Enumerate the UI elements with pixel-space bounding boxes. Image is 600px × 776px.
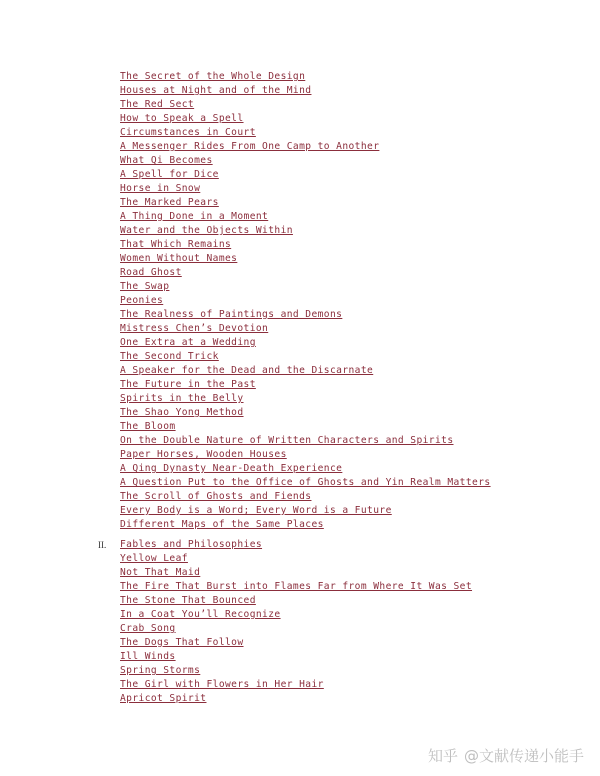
toc-entry: [120, 580, 590, 594]
toc-entry-link[interactable]: Water and the Objects Within: [120, 225, 293, 236]
toc-list-part-two: [120, 552, 590, 706]
toc-entry-link[interactable]: What Qi Becomes: [120, 155, 213, 166]
toc-entry: [120, 224, 590, 238]
toc-entry-link[interactable]: Spirits in the Belly: [120, 393, 244, 404]
toc-entry: [120, 210, 590, 224]
toc-entry-link[interactable]: The Realness of Paintings and Demons: [120, 309, 343, 320]
toc-entry: [120, 664, 590, 678]
toc-entry: [120, 70, 590, 84]
toc-entry: [120, 678, 590, 692]
toc-entry: [120, 692, 590, 706]
toc-entry: [120, 566, 590, 580]
toc-entry-link[interactable]: Crab Song: [120, 623, 176, 634]
toc-entry-link[interactable]: Mistress Chen’s Devotion: [120, 323, 269, 334]
toc-entry-link[interactable]: Houses at Night and of the Mind: [120, 85, 312, 96]
toc-entry-link[interactable]: The Girl with Flowers in Her Hair: [120, 679, 324, 690]
toc-entry-link[interactable]: The Fire That Burst into Flames Far from Where It Was Set: [120, 581, 473, 592]
toc-entry: [120, 504, 590, 518]
toc-entry: [120, 140, 590, 154]
toc-entry: [120, 650, 590, 664]
toc-entry-link[interactable]: A Messenger Rides From One Camp to Another: [120, 141, 380, 152]
toc-entry: [120, 308, 590, 322]
toc-entry: [120, 490, 590, 504]
toc-entry: [120, 350, 590, 364]
toc-entry: [120, 168, 590, 182]
toc-entry-link[interactable]: Paper Horses, Wooden Houses: [120, 449, 287, 460]
toc-entry: [120, 294, 590, 308]
toc-entry: [120, 434, 590, 448]
toc-entry-link[interactable]: A Question Put to the Office of Ghosts and Yin Realm Matters: [120, 477, 491, 488]
toc-entry: [120, 238, 590, 252]
toc-entry: [120, 126, 590, 140]
toc-entry-link[interactable]: Horse in Snow: [120, 183, 201, 194]
section-title-link[interactable]: Fables and Philosophies: [120, 539, 263, 550]
toc-entry-link[interactable]: The Scroll of Ghosts and Fiends: [120, 491, 312, 502]
toc-entry: [120, 378, 590, 392]
toc-entry: [120, 266, 590, 280]
toc-entry: [120, 448, 590, 462]
toc-entry-link[interactable]: The Marked Pears: [120, 197, 219, 208]
watermark: [428, 745, 584, 766]
toc-entry: [120, 420, 590, 434]
toc-entry-link[interactable]: A Thing Done in a Moment: [120, 211, 269, 222]
toc-entry-link[interactable]: The Stone That Bounced: [120, 595, 256, 606]
toc-entry: [120, 594, 590, 608]
toc-entry-link[interactable]: A Qing Dynasty Near-Death Experience: [120, 463, 343, 474]
toc-entry: [120, 462, 590, 476]
toc-entry-link[interactable]: The Second Trick: [120, 351, 219, 362]
toc-entry: [120, 98, 590, 112]
toc-entry: [120, 622, 590, 636]
toc-entry: [120, 518, 590, 532]
toc-entry-link[interactable]: Apricot Spirit: [120, 693, 207, 704]
toc-entry: [120, 154, 590, 168]
toc-entry-link[interactable]: On the Double Nature of Written Characters and Spirits: [120, 435, 454, 446]
toc-entry-link[interactable]: Different Maps of the Same Places: [120, 519, 324, 530]
toc-entry-link[interactable]: The Bloom: [120, 421, 176, 432]
toc-entry-link[interactable]: The Swap: [120, 281, 170, 292]
toc-entry: [120, 364, 590, 378]
toc-entry-link[interactable]: A Speaker for the Dead and the Discarnate: [120, 365, 374, 376]
toc-entry: [120, 406, 590, 420]
toc-entry-link[interactable]: Not That Maid: [120, 567, 201, 578]
toc-entry: [120, 182, 590, 196]
toc-entry-link[interactable]: Spring Storms: [120, 665, 201, 676]
section-number: II.: [98, 540, 107, 550]
toc-entry: [120, 112, 590, 126]
toc-entry-link[interactable]: Ill Winds: [120, 651, 176, 662]
toc-list-part-one: [120, 70, 590, 532]
toc-entry: [120, 252, 590, 266]
toc-entry: [120, 552, 590, 566]
toc-entry: [120, 608, 590, 622]
toc-entry-link[interactable]: The Red Sect: [120, 99, 195, 110]
toc-entry-link[interactable]: The Shao Yong Method: [120, 407, 244, 418]
toc-entry-link[interactable]: Women Without Names: [120, 253, 238, 264]
toc-entry: [120, 322, 590, 336]
zhihu-logo: 知乎: [427, 747, 458, 765]
toc-entry-link[interactable]: One Extra at a Wedding: [120, 337, 256, 348]
toc-entry: [120, 196, 590, 210]
toc-entry-link[interactable]: The Secret of the Whole Design: [120, 71, 306, 82]
toc-entry-link[interactable]: The Dogs That Follow: [120, 637, 244, 648]
toc-entry: [120, 280, 590, 294]
toc-entry-link[interactable]: Road Ghost: [120, 267, 182, 278]
toc-entry-link[interactable]: In a Coat You’ll Recognize: [120, 609, 281, 620]
toc-entry-link[interactable]: Yellow Leaf: [120, 553, 188, 564]
watermark-author: @文献传递小能手: [463, 747, 584, 765]
toc-entry-link[interactable]: How to Speak a Spell: [120, 113, 244, 124]
toc-entry-link[interactable]: The Future in the Past: [120, 379, 256, 390]
toc-entry-link[interactable]: A Spell for Dice: [120, 169, 219, 180]
toc-entry: [120, 84, 590, 98]
toc-entry-link[interactable]: Circumstances in Court: [120, 127, 256, 138]
toc-entry: [120, 476, 590, 490]
toc-entry: [120, 392, 590, 406]
toc-entry-link[interactable]: That Which Remains: [120, 239, 232, 250]
toc-entry-link[interactable]: Peonies: [120, 295, 164, 306]
toc-entry-link[interactable]: Every Body is a Word; Every Word is a Future: [120, 505, 392, 516]
table-of-contents: [98, 70, 590, 706]
section-heading: [98, 538, 590, 552]
toc-entry: [120, 336, 590, 350]
toc-entry: [120, 636, 590, 650]
